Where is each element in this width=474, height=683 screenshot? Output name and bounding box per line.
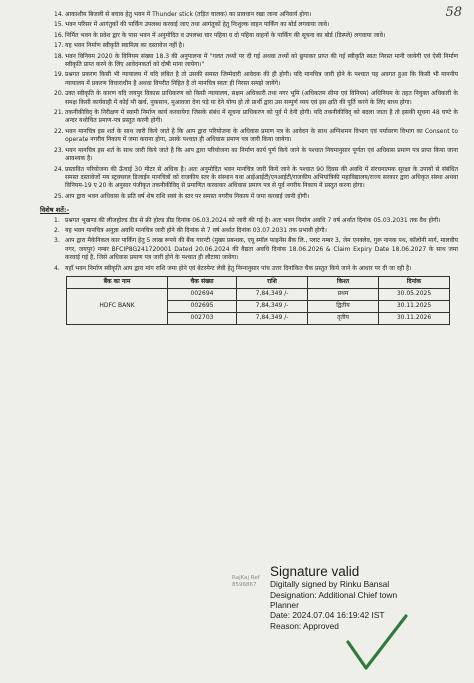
page-number: 58 <box>445 5 462 20</box>
item-text: भवन मानचित्र इस शर्त के साथ जारी किये जाते है कि आप द्वारा परियोजना का निर्माण कार्य पूर्ण किये जाने के पश्चात नियमानुसार पूर्णता एवं अधिवास प्रमाण पत्र प्राप्त किया जाना आवश्यक है। <box>65 146 458 163</box>
list-item <box>54 227 458 235</box>
item-text: प्रश्नगत प्रकरण किसी भी न्यायालय में यदि लंबित है तो उसकी समस्त जिम्मेदारी आवेदक की ही होगी। यदि मानचित्र जारी होने के पश्चात यह अवगत हुआ कि किसी भी माननीय न्यायालय में प्रकरण विचाराधीन है अथवा विपरीत निहित है तो मानचित्र स्वतः ही निरस्त समझे जायेंगे। <box>65 71 458 87</box>
item-number: 24. <box>54 165 64 173</box>
list-item <box>54 42 458 50</box>
cheque-number-cell: 002703 <box>168 312 237 324</box>
amount-cell: 7,84,349 /- <box>237 288 308 300</box>
list-item <box>54 53 458 70</box>
signature-line-5: Reason: Approved <box>270 620 339 631</box>
header-bank: बैंक का नाम <box>67 276 168 288</box>
item-text: यह भवन मानचित्र अनुज्ञा अवधि मानचित्र जारी होने की दिनांक से 7 वर्ष अर्थात दिनांक 03.07.2031 तक प्रभावी होगी। <box>65 226 327 234</box>
item-number: 16. <box>54 31 64 39</box>
list-item <box>54 109 458 126</box>
date-cell: 30.11.2025 <box>379 300 450 312</box>
installment-cell: द्वितीय <box>308 300 379 312</box>
item-text: प्रश्नगत भूखण्ड की लीजहोल्ड डीड से फ्री होल्ड डीड दिनांक 06.03.2024 को जारी की गई है। अतः भवन निर्माण अवधि 7 वर्ष अर्थात दिनांक 05.03.2031 तक वैध होगी। <box>65 216 441 224</box>
list-item <box>54 237 458 262</box>
cheque-table <box>66 276 450 325</box>
list-item <box>54 128 458 145</box>
signature-check-icon <box>342 612 412 674</box>
special-conditions-heading: विशेष शर्ते:- <box>40 206 70 215</box>
amount-cell: 7,84,349 /- <box>237 312 308 324</box>
signature-line-3: Planner <box>270 600 299 610</box>
item-number: 20. <box>54 90 64 98</box>
item-number: 15. <box>54 21 64 29</box>
stamp-line-2: 8596867 <box>232 582 257 588</box>
signature-line-2: Designation: Additional Chief town <box>270 589 398 600</box>
item-text: यह भवन निर्माण स्वीकृति स्वामित्व का दस्तावेज नहीं है। <box>65 42 185 50</box>
item-text: आप द्वारा भवन अधिवास के प्रति वर्ष शेष राशि स्वयं के स्तर पर समस्त नगरीय निकाय में जमा करवाई जानी होगी। <box>65 192 310 200</box>
list-item <box>54 265 458 273</box>
item-number: 25. <box>54 192 64 200</box>
header-amount: राशि <box>237 276 308 288</box>
cheque-table-header <box>67 276 450 288</box>
list-item <box>54 166 458 191</box>
signature-line-4: Date: 2024.07.04 16:19:42 IST <box>270 610 385 621</box>
stamp-line-1: RajKaj Ref <box>232 575 260 581</box>
item-number: 21. <box>54 109 64 117</box>
item-number: 22. <box>54 127 64 135</box>
item-text: उक्त स्वीकृति के कारण यदि जयपुर विकास प्राधिकरण को किसी न्यायालय, सक्षम अधिकारी तथा नगर भूमि (अधिकतम सीमा एवं विनियम) अधिनियम के तहत नियुक्त अधिकारी के समक्ष किसी कार्यवाही में कोई भी खर्च, नुकसान, मुआवजा देना पड़े या देने योग्य हो तो प्रार्थी द्वारा उस सम्पूर्ण व्यय एवं इस क्षति की पूर्ति करने के लिए बाध्य होगा। <box>65 90 458 106</box>
bank-name-cell: HDFC BANK <box>67 288 168 324</box>
item-number: 18. <box>54 52 64 60</box>
list-item <box>54 147 458 164</box>
item-number: 14. <box>54 11 64 18</box>
header-date: दिनांक <box>379 276 450 288</box>
item-text: तकनीकीविद् के निरीक्षण में स्वामी निर्माण कार्य करवायेगा जिसके संबंध में सूचना प्राधिकरण को पूर्व में देनी होगी। यदि तकनीकीविद् को बदला जाता है तो इसकी सूचना 48 घण्टे के अन्दर यथोचित प्रमाण-पत्र प्रस्तुत करनी होगी। <box>65 109 458 125</box>
installment-cell: तृतीय <box>308 312 379 324</box>
header-cheque: चैक संख्या <box>168 276 237 288</box>
list-item <box>54 71 458 88</box>
installment-cell: प्रथम <box>308 288 379 300</box>
item-number: 2. <box>54 226 60 234</box>
list-item <box>54 217 458 225</box>
list-item <box>54 21 458 29</box>
item-text: प्रस्तावित परियोजना की ऊँचाई 30 मीटर से अधिक है। अतः अनुमोदित भवन मानचित्र जारी किये जाने के पश्चात 90 दिवस की अवधि में संरचनात्मक सुरक्षा के उपायों से संबंधित समस्त दस्तावेजों मय स्ट्रक्चरल डिजाईन मानचित्रों को राजकीय स्तर के संस्थान यथा आईआईटी/एनआईटी/राजकीय अभियांत्रिकी महाविद्यालय/राज्य सरकार द्वारा अधिकृत संस्था अथवा विनियम-19 ए 20 के अनुसार पंजीकृत तकनीकीविद् से प्रमाणित करवाकर अधिवास प्रमाण पत्र से पूर्व नगरीय निकाय में प्रस्तुत करना होगा। <box>65 165 458 190</box>
amount-cell: 7,84,349 /- <box>237 300 308 312</box>
cheque-number-cell: 002694 <box>168 288 237 300</box>
list-item <box>54 90 458 107</box>
item-number: 3. <box>54 237 60 245</box>
rajkaj-stamp <box>232 575 260 589</box>
signature-line-1: Digitally signed by Rinku Bansal <box>270 579 390 590</box>
header-installment: किश्त <box>308 276 379 288</box>
date-cell: 30.11.2026 <box>379 312 450 324</box>
list-item <box>54 193 458 201</box>
conditions-list <box>54 11 458 201</box>
item-number: 19. <box>54 71 64 79</box>
cheque-number-cell: 002695 <box>168 300 237 312</box>
signature-valid-title: Signature valid <box>270 564 360 579</box>
special-conditions-list <box>54 217 458 273</box>
item-text: आकाशीय बिजली से बचाव हेतु भवन में Thunder stick (तड़ित चालक) का प्रावधान रखा जाना अनिवार्य होगा। <box>65 11 312 18</box>
date-cell: 30.05.2025 <box>379 288 450 300</box>
item-text: आप द्वारा मैकेनिकल कार पार्किंग हेतु 5 लाख रूपये की बैंक गारन्टी (मुख्य प्रबन्धक, एयू स्मॉल फाइनेंस बैंक लि., प्लाट नम्बर 3, जेम एनक्लेव, गुरू नानक पथ, कॉलोनी मार्ग, मालवीय नगर, जयपुर) नम्बर BFCIP8G241720001 Dated 20.06.2024 की वैद्यता अवधि दिनांक 18.06.2026 & Claim Expiry Date 18.06.2027 के साथ जमा करवाई गई है, जिसे अधिवास प्रमाण पत्र जारी होने के पश्चात ही लौटाया जावेगा। <box>65 237 458 262</box>
table-row <box>67 288 450 300</box>
item-text: भवन मानचित्र इस शर्त के साथ जारी किये जाते है कि आप द्वारा परियोजना के अधिवास प्रमाण पत्र के आवेदन के साथ अग्निशमन विभाग एवं पर्यावरण विभाग का Consent to operate नगरीय निकाय में जमा कराना होगा, उसके पश्चात ही अधिवास प्रमाण पत्र जारी किया जायेगा। <box>65 127 458 144</box>
item-number: 23. <box>54 146 64 154</box>
list-item <box>54 11 458 19</box>
item-text: निर्मित भवन के प्रवेश द्वार के पास भवन में अनुमोदित व उपलब्ध चार पहिया व दो पहिया वाहनों के पार्किंग की सूचना का बोर्ड (डिस्प्ले) लगवाया जावे। <box>65 31 386 39</box>
item-number: 4. <box>54 264 60 272</box>
item-text: भवन विनियम 2020 के विनियम संख्या 18.3 की अनुपालना में "गलत तथ्यों पर दी गई अथवा तथ्यों को छुपाकर प्राप्त की गई स्वीकृति स्वतः निरस्त मानी जायेगी एवं ऐसी निर्माण स्वीकृति प्राप्त करने के लिए आवेदनकर्ता को दोषी माना जायेगा।" <box>65 52 458 69</box>
list-item <box>54 32 458 40</box>
item-text: भवन परिसर में आगंतुकों की पार्किंग उपलब्ध करवाई जाए तथा आगंतुकों हेतु निःशुल्क वाहन पार्किंग का बोर्ड लगवाया जावे। <box>65 21 330 29</box>
item-number: 1. <box>54 216 60 224</box>
item-text: यहाँ भवन निर्माण स्वीकृति आप द्वारा मांग राशि जमा होने एवं बेटरमेन्ट लेवी हेतु निम्नानुसार पांच उत्तर दिनांकित चैक प्रस्तुत किये जाने के आधार पर दी जा रही है। <box>65 264 412 272</box>
item-number: 17. <box>54 42 64 50</box>
